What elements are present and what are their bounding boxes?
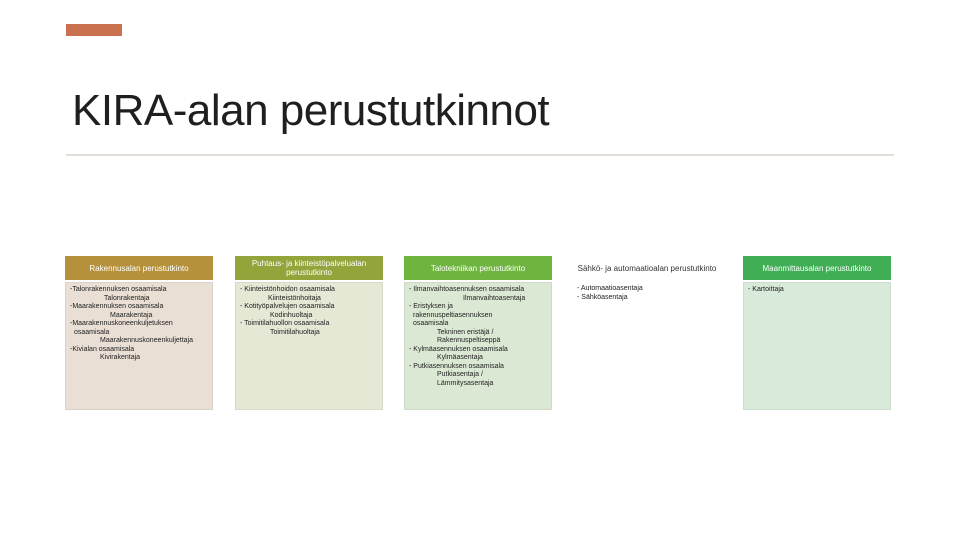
column-body — [573, 282, 721, 410]
body-line: - Eristyksen ja — [409, 303, 453, 310]
body-line: -Maarakennuskoneenkuljetuksen — [70, 320, 173, 327]
body-line: Putkiasentaja / — [437, 371, 483, 378]
body-line: Talonrakentaja — [104, 294, 150, 302]
column-sahkoala — [573, 256, 721, 301]
body-line: - Kartoittaja — [748, 286, 784, 293]
column-maanmittausala — [743, 256, 891, 293]
column-header — [404, 256, 552, 280]
column-header — [573, 256, 721, 280]
column-body — [235, 282, 383, 410]
column-header — [743, 256, 891, 280]
body-line: osaamisala — [74, 328, 110, 336]
body-line: Kodinhuoltaja — [270, 311, 313, 319]
column-body — [65, 282, 213, 410]
body-line: -Talonrakennuksen osaamisala — [70, 286, 167, 293]
body-line: - Sähköasentaja — [577, 293, 628, 301]
body-line: Kiinteistönhoitaja — [268, 294, 321, 302]
body-line: osaamisala — [413, 320, 449, 327]
column-body — [743, 282, 891, 410]
body-line: Kylmäasentaja — [437, 354, 483, 361]
body-line: - Putkiasennuksen osaamisala — [409, 362, 504, 370]
body-line: -Kivialan osaamisala — [70, 345, 135, 353]
column-body — [404, 282, 552, 410]
column-puhtausala — [235, 256, 383, 336]
body-line: - Toimitilahuollon osaamisala — [240, 320, 330, 327]
column-talotekniikka — [404, 256, 552, 387]
column-header-label: Sähkö- ja automaatioalan perustutkinto — [577, 263, 717, 273]
body-line: Maarakentaja — [110, 311, 153, 319]
body-line: - Kylmäasennuksen osaamisala — [409, 345, 508, 353]
body-line: - Automaatioasentaja — [577, 285, 643, 292]
column-header — [65, 256, 213, 280]
body-line: Toimitilahuoltaja — [270, 328, 320, 336]
body-line: Ilmanvaihtoasentaja — [463, 294, 526, 302]
column-rakennusala — [65, 256, 213, 361]
title-divider — [66, 154, 894, 156]
column-header-label: Maanmittausalan perustutkinto — [762, 263, 872, 273]
column-header-label: Talotekniikan perustutkinto — [430, 263, 526, 273]
body-line: rakennuspeltiasennuksen — [413, 311, 493, 319]
column-header-label: Puhtaus- ja kiinteistöpalvelualan perustutkinto — [251, 259, 367, 277]
body-line: -Maarakennuksen osaamisala — [70, 303, 164, 310]
body-line: Lämmitysasentaja — [437, 379, 494, 387]
body-line: Rakennuspeltiseppä — [437, 337, 501, 344]
body-line: - Kiinteistönhoidon osaamisala — [240, 286, 335, 293]
column-header — [235, 256, 383, 280]
body-line: Tekninen eristäjä / — [437, 328, 494, 336]
accent-bar — [66, 24, 122, 36]
column-header-label: Rakennusalan perustutkinto — [89, 263, 189, 273]
body-line: - Ilmanvaihtoasennuksen osaamisala — [409, 286, 525, 293]
slide-title: KIRA-alan perustutkinnot — [72, 86, 550, 135]
body-line: Maarakennuskoneenkuljettaja — [100, 337, 194, 344]
body-line: - Kotityöpalvelujen osaamisala — [240, 303, 335, 310]
body-line: Kivirakentaja — [100, 354, 141, 361]
